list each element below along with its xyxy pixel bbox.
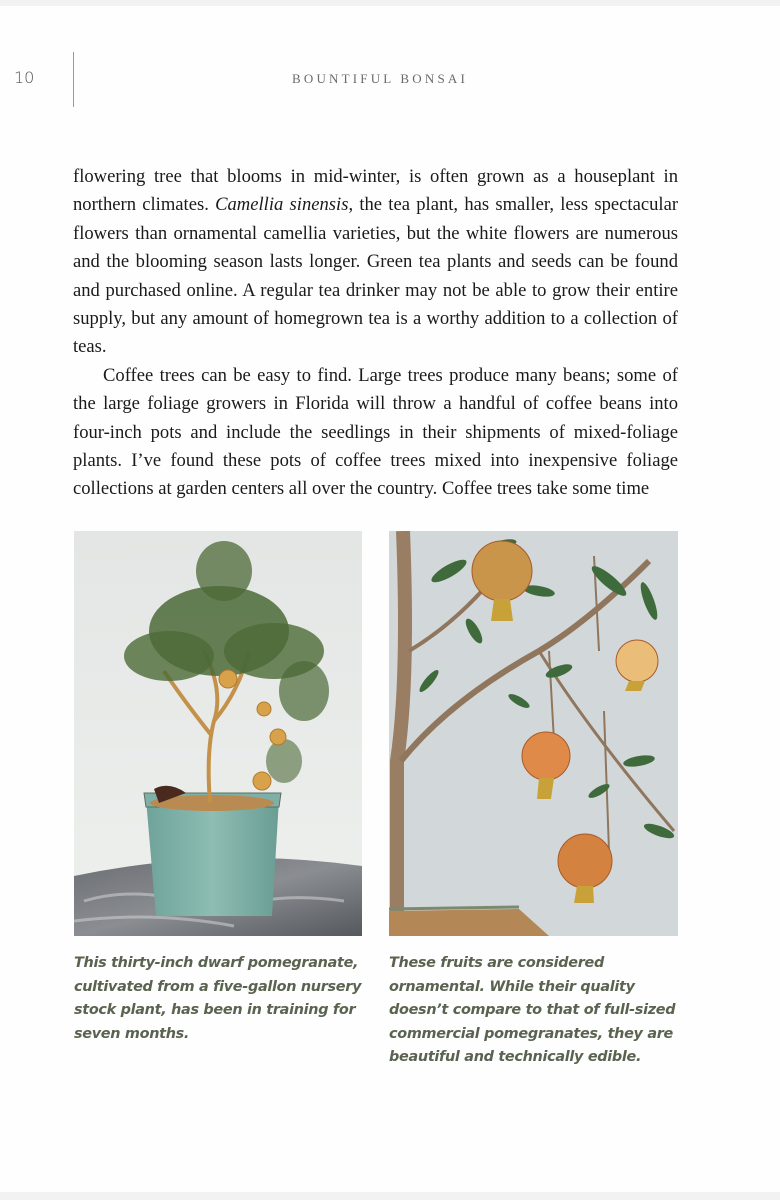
paragraph-1-text-b: , the tea plant, has smaller, less spectacular flowers than ornamental camellia varieties, but the white flowers are numerous and the blooming season lasts longer. Green tea plants and seeds can be found and purchased online. A regular tea drinker may not be able to grow their entire supply, but any amount of homegrown tea is a worthy addition to a collection of teas.	[73, 194, 679, 358]
page-number: 10	[14, 68, 35, 87]
running-title: BOUNTIFUL BONSAI	[291, 71, 469, 86]
paragraph-2: Coffee trees can be easy to find. Large trees produce many beans; some of the large foliage growers in Florida will throw a handful of coffee beans into four-inch pots and include the seedlings in their shipments of mixed-foliage plants. I’ve found these pots of coffee trees mixed into inexpensive foliage collections at garden centers all over the country. Coffee trees take some time	[73, 364, 678, 500]
viewer-top-bar	[0, 0, 780, 6]
species-name: Camellia sinensis	[215, 194, 349, 216]
paragraph-1-text-a: flowering tree that blooms in mid-winter, is often grown as a houseplant in northern climates.	[73, 166, 678, 216]
figure-bonsai-photo	[74, 531, 362, 936]
viewer-bottom-bar	[0, 1192, 780, 1200]
figure-fruits-photo	[389, 531, 678, 936]
body-text	[73, 163, 678, 504]
figure-1-caption: This thirty-inch dwarf pomegranate, cultivated from a five-gallon nursery stock plant, has been in training for seven months.	[74, 955, 362, 1042]
header-divider	[73, 52, 74, 107]
paragraph-1	[73, 163, 678, 362]
figure-2-caption: These fruits are considered ornamental. While their quality doesn’t compare to that of full-sized commercial pomegranates, they are beautiful and technically edible.	[389, 955, 676, 1065]
